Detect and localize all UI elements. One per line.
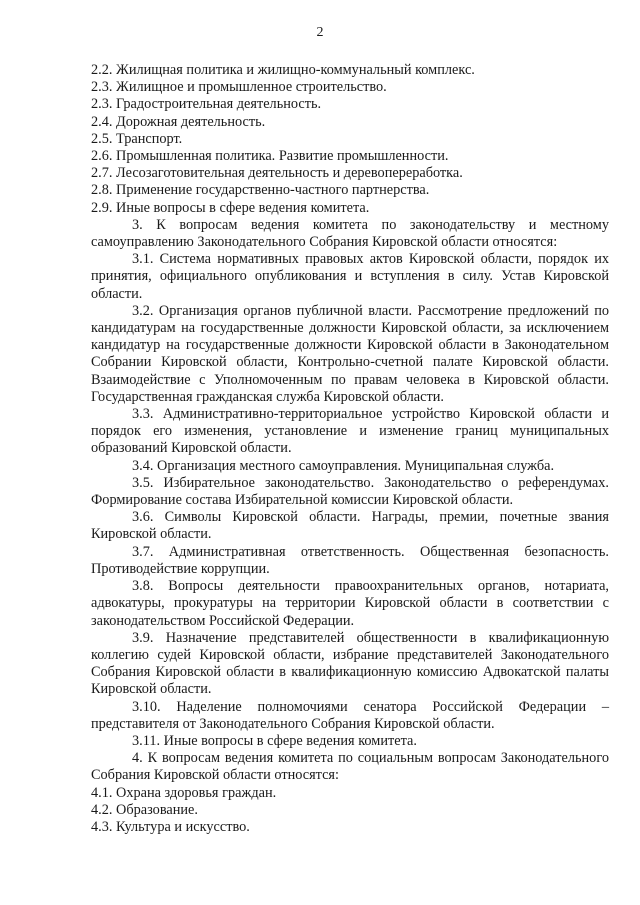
paragraph-3-4: 3.4. Организация местного самоуправления. Муниципальная служба.: [132, 457, 555, 474]
section-3-paragraph: 3. К вопросам ведения комитета по законодательству и местному самоуправлению Законодательного Собрания Кировской области относятся:: [91, 216, 609, 251]
paragraph-3-8: 3.8. Вопросы деятельности правоохранительных органов, нотариата, адвокатуры, прокуратуры на территории Кировской области в соответствии с законодательством Российской Федерации.: [91, 578, 609, 629]
list-item: 4.2. Образование.: [91, 801, 198, 818]
list-item: 2.6. Промышленная политика. Развитие промышленности.: [91, 148, 449, 165]
paragraph-3-6: 3.6. Символы Кировской области. Награды, премии, почетные звания Кировской области.: [91, 509, 609, 543]
section-4-paragraph: 4. К вопросам ведения комитета по социальным вопросам Законодательного Собрания Кировской области относятся:: [91, 750, 609, 784]
list-item: 2.9. Иные вопросы в сфере ведения комитета.: [91, 199, 370, 216]
list-item: 4.3. Культура и искусство.: [91, 818, 250, 835]
paragraph-3-7: 3.7. Административная ответственность. Общественная безопасность. Противодействие коррупции.: [91, 543, 609, 577]
paragraph-3-10: 3.10. Наделение полномочиями сенатора Российской Федерации – представителя от Законодательного Собрания Кировской области.: [91, 698, 609, 732]
paragraph-3-9: 3.9. Назначение представителей общественности в квалификационную коллегию судей Кировской области, избрание представителей Законодательного Собрания Кировской области в квалификационную комиссию Адвокатской палаты Кировской области.: [91, 629, 609, 698]
list-item: 2.8. Применение государственно-частного партнерства.: [91, 182, 430, 199]
paragraph-3-11: 3.11. Иные вопросы в сфере ведения комитета.: [132, 732, 417, 749]
document-body: [91, 62, 609, 836]
list-item: 2.3. Градостроительная деятельность.: [91, 96, 322, 113]
list-item: 2.7. Лесозаготовительная деятельность и деревопереработка.: [91, 165, 463, 182]
paragraph-3-2: 3.2. Организация органов публичной власти. Рассмотрение предложений по кандидатурам на государственные должности Кировской области, за исключением кандидатур на государственные должности Кировской области в Законодательном Собрании Кировской области, Контрольно-счетной палате Кировской области. Взаимодействие с Уполномоченным по правам человека в Кировской области. Государственная гражданская служба Кировской области.: [91, 302, 609, 405]
list-item: 2.4. Дорожная деятельность.: [91, 113, 266, 130]
paragraph-3-5: 3.5. Избирательное законодательство. Законодательство о референдумах. Формирование состава Избирательной комиссии Кировской области.: [91, 474, 609, 509]
list-item: 4.1. Охрана здоровья граждан.: [91, 784, 277, 801]
list-item: 2.3. Жилищное и промышленное строительство.: [91, 79, 387, 96]
paragraph-3-1: 3.1. Система нормативных правовых актов Кировской области, порядок их принятия, официального опубликования и вступления в силу. Устав Кировской области.: [91, 251, 609, 302]
list-item: 2.2. Жилищная политика и жилищно-коммунальный комплекс.: [91, 62, 475, 78]
list-item: 2.5. Транспорт.: [91, 130, 183, 147]
paragraph-3-3: 3.3. Административно-территориальное устройство Кировской области и порядок его изменения, установление и изменение границ муниципальных образований Кировской области.: [91, 406, 609, 457]
page-number: 2: [316, 25, 324, 40]
